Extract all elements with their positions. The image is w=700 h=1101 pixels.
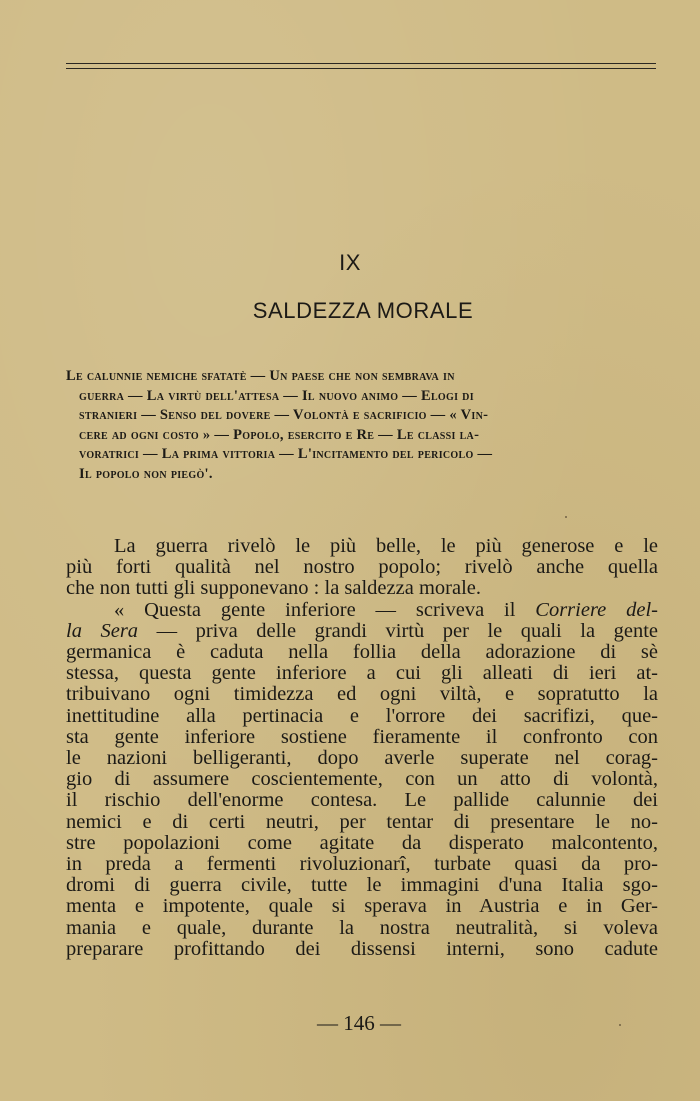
newspaper-title: la Sera xyxy=(66,619,139,642)
summary-line: stranieri — Senso del dovere — Volontà e sacrificio — « Vin- xyxy=(79,407,489,424)
body-line: stessa, questa gente inferiore a cui gli alleati di ieri at- xyxy=(66,662,658,685)
body-line: tribuivano ogni timidezza ed ogni viltà, e sopratutto la xyxy=(66,683,658,706)
summary-line: Il popolo non piegò'. xyxy=(79,465,213,482)
body-line: inettitudine alla pertinacia e l'orrore dei sacrifizi, que- xyxy=(66,704,658,727)
body-line: mania e quale, durante la nostra neutralità, si voleva xyxy=(66,916,658,939)
paper-speck xyxy=(619,1024,621,1026)
newspaper-title: Corriere del- xyxy=(535,598,658,621)
body-line: le nazioni belligeranti, dopo averle superate nel corag- xyxy=(66,747,658,770)
chapter-summary xyxy=(66,367,658,485)
body-line: dromi di guerra civile, tutte le immagini d'una Italia sgo- xyxy=(66,874,658,897)
body-line: in preda a fermenti rivoluzionarî, turbate quasi da pro- xyxy=(66,853,658,876)
body-line: gio di assumere coscientemente, con un atto di volontà, xyxy=(66,768,658,791)
body-line: sta gente inferiore sostiene fieramente il confronto con xyxy=(66,725,658,748)
body-line xyxy=(66,600,658,621)
body-line: preparare profittando dei dissensi interni, sono cadute xyxy=(66,937,658,960)
body-line: nemici e di certi neutri, per tentar di presentare le no- xyxy=(66,810,658,833)
body-line: La guerra rivelò le più belle, le più generose e le xyxy=(114,535,658,557)
chapter-title: SALDEZZA MORALE xyxy=(252,298,474,323)
body-line xyxy=(66,621,658,642)
body-line: menta e impotente, quale si sperava in Austria e in Ger- xyxy=(66,895,658,918)
page-number: — 146 — xyxy=(317,1011,401,1035)
body-line: più forti qualità nel nostro popolo; rivelò anche quella xyxy=(66,556,658,579)
body-line: stre popolazioni come agitate da disperato malcontento, xyxy=(66,831,658,854)
body-paragraphs xyxy=(66,536,658,960)
header-rule-bottom xyxy=(66,68,656,69)
body-text-span: — priva delle grandi virtù per le quali la gente xyxy=(138,619,658,642)
body-line: che non tutti gli supponevano : la saldezza morale. xyxy=(66,577,481,600)
paper-speck xyxy=(565,516,567,518)
summary-line: cere ad ogni costo » — Popolo, esercito e Re — Le classi la- xyxy=(79,426,480,443)
summary-line: Le calunnie nemiche sfatatè — Un paese che non sembrava in xyxy=(66,368,455,384)
body-line: il rischio dell'enorme contesa. Le pallide calunnie dei xyxy=(66,789,658,812)
body-line: germanica è caduta nella follia della adorazione di sè xyxy=(66,641,658,664)
header-rule-top xyxy=(66,63,656,64)
chapter-number: IX xyxy=(339,250,361,275)
summary-line: guerra — La virtù dell'attesa — Il nuovo animo — Elogi di xyxy=(79,387,474,404)
body-text-span: « Questa gente inferiore — scriveva il xyxy=(114,598,536,621)
summary-line: voratrici — La prima vittoria — L'incitamento del pericolo — xyxy=(79,446,493,463)
